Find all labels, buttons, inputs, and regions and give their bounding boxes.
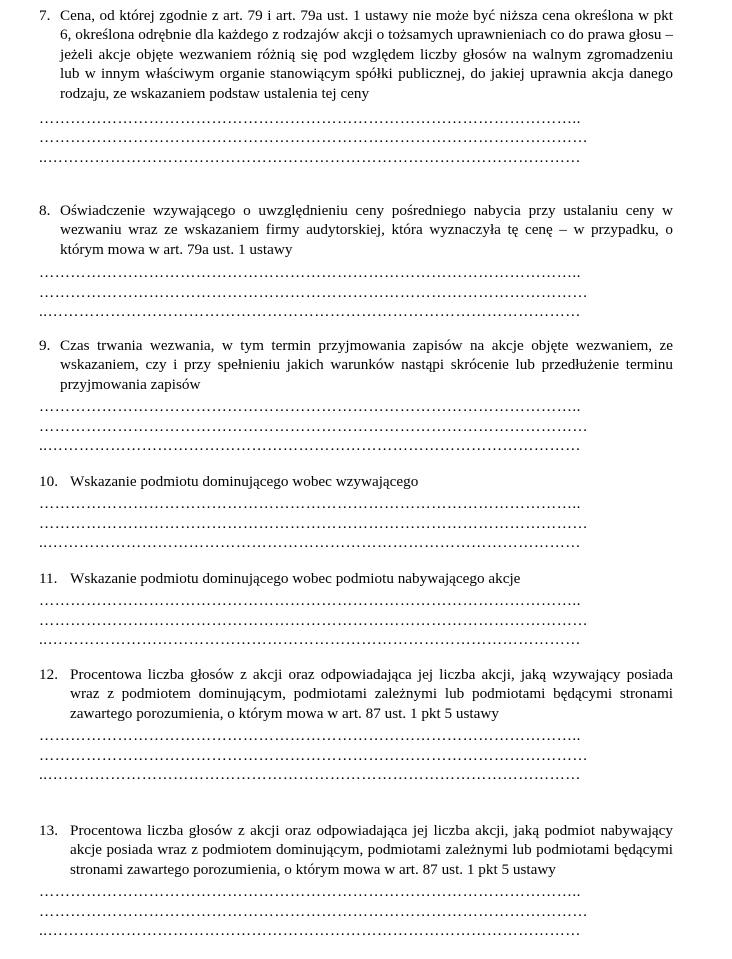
answer-area xyxy=(39,397,673,455)
answer-dotted-line[interactable]: …………………………………………………………………………………………… xyxy=(39,417,589,435)
answer-dotted-line[interactable]: ………………………………………………………………………………………….. xyxy=(39,398,581,416)
answer-dotted-line[interactable]: …………………………………………………………………………………………… xyxy=(39,283,589,301)
form-item-13 xyxy=(39,821,673,940)
answer-area xyxy=(39,494,673,552)
answer-dotted-line[interactable]: ………………………………………………………………………………………….. xyxy=(39,110,581,128)
item-text: Oświadczenie wzywającego o uwzględnieniu ceny pośredniego nabycia przy ustalaniu ceny w wezwaniu wraz ze wskazaniem firmy audytorskiej, która wyznaczyła tę cenę – w przypadku, o którym mowa w art. 79a ust. 1 ustawy xyxy=(60,202,673,258)
answer-dotted-line[interactable]: ………………………………………………………………………………………….. xyxy=(39,592,581,610)
answer-area xyxy=(39,591,673,649)
answer-dotted-line[interactable]: …………………………………………………………………………………………… xyxy=(39,746,589,764)
form-item-12 xyxy=(39,665,673,784)
answer-dotted-line[interactable]: …………………………………………………………………………………………… xyxy=(39,611,589,629)
item-text: Czas trwania wezwania, w tym termin przyjmowania zapisów na akcje objęte wezwaniem, ze wskazaniem, czy i przy spełnieniu jakich warunków nastąpi skrócenie lub przedłużenie terminu przyjmowania zapisów xyxy=(60,337,673,393)
answer-dotted-line[interactable]: ..………………………………………………………………………………………… xyxy=(39,437,581,454)
item-number: 12. xyxy=(39,666,58,683)
form-item-9 xyxy=(39,336,673,455)
item-text: Wskazanie podmiotu dominującego wobec wzywającego xyxy=(70,473,419,490)
item-text: Procentowa liczba głosów z akcji oraz odpowiadająca jej liczba akcji, jaką podmiot nabywający akcje posiada wraz z podmiotem dominującym, podmiotami zależnymi lub podmiotami będącymi stronami zawartego porozumienia, o którym mowa w art. 87 ust. 1 pkt 5 ustawy xyxy=(70,822,673,878)
answer-dotted-line[interactable]: …………………………………………………………………………………………… xyxy=(39,902,589,920)
form-item-8 xyxy=(39,201,673,321)
item-text: Wskazanie podmiotu dominującego wobec podmiotu nabywającego akcje xyxy=(70,570,521,587)
answer-dotted-line[interactable]: …………………………………………………………………………………………… xyxy=(39,129,589,147)
answer-area xyxy=(39,726,673,784)
answer-dotted-line[interactable]: ..………………………………………………………………………………………… xyxy=(39,631,581,649)
item-number: 11. xyxy=(39,570,58,587)
item-text: Procentowa liczba głosów z akcji oraz odpowiadająca jej liczba akcji, jaką wzywający posiada wraz z podmiotem dominującym, podmiotami zależnymi lub podmiotami będącymi stronami zawartego porozumienia, o którym mowa w art. 87 ust. 1 pkt 5 ustawy xyxy=(70,666,673,722)
answer-dotted-line[interactable]: ..………………………………………………………………………………………… xyxy=(39,148,581,166)
answer-dotted-line[interactable]: ………………………………………………………………………………………….. xyxy=(39,495,581,513)
item-number: 7. xyxy=(39,7,51,24)
item-number: 8. xyxy=(39,202,51,219)
answer-dotted-line[interactable]: ..………………………………………………………………………………………… xyxy=(39,534,581,552)
form-item-10 xyxy=(39,472,673,553)
answer-area xyxy=(39,882,673,940)
item-number: 9. xyxy=(39,337,51,354)
answer-dotted-line[interactable]: ………………………………………………………………………………………….. xyxy=(39,727,581,745)
answer-dotted-line[interactable]: …………………………………………………………………………………………… xyxy=(39,514,589,532)
item-number: 10. xyxy=(39,473,58,490)
form-item-11 xyxy=(39,569,673,650)
answer-dotted-line[interactable]: ..………………………………………………………………………………………… xyxy=(39,303,581,320)
answer-area xyxy=(39,109,673,167)
answer-area xyxy=(39,263,673,321)
item-number: 13. xyxy=(39,822,58,839)
item-text: Cena, od której zgodnie z art. 79 i art. 79a ust. 1 ustawy nie może być niższa cena określona w pkt 6, określona odrębnie dla każdego z rodzajów akcji o tożsamych uprawnieniach co do prawa głosu – jeżeli akcje objęte wezwaniem różnią się pod względem liczby głosów na walnym zgromadzeniu lub w innym właściwym organie stanowiącym spółki publicznej, do jakiej uprawnia akcja danego rodzaju, ze wskazaniem podstaw ustalenia tej ceny xyxy=(60,7,673,102)
answer-dotted-line[interactable]: ..………………………………………………………………………………………… xyxy=(39,766,581,783)
answer-dotted-line[interactable]: ………………………………………………………………………………………….. xyxy=(39,883,581,901)
form-item-7 xyxy=(39,6,673,167)
answer-dotted-line[interactable]: ………………………………………………………………………………………….. xyxy=(39,264,581,282)
answer-dotted-line[interactable]: ..………………………………………………………………………………………… xyxy=(39,922,581,939)
